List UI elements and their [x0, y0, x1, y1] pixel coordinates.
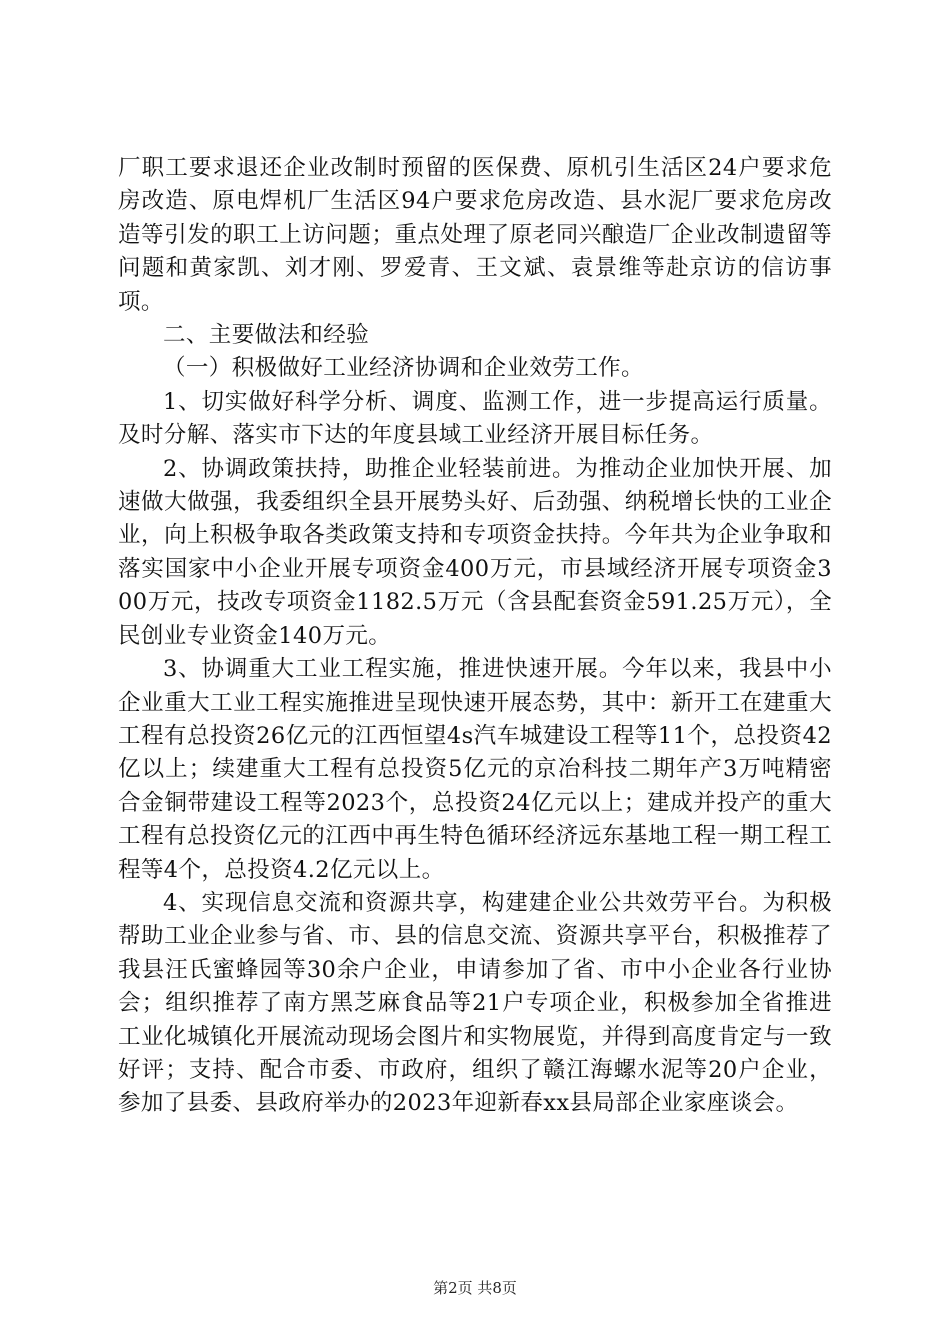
- subsection-heading: （一）积极做好工业经济协调和企业效劳工作。: [163, 355, 644, 382]
- page-number-footer: 第2页 共8页: [433, 1279, 517, 1297]
- section-heading: 二、主要做法和经验: [163, 322, 370, 349]
- paragraph-item-2: 2、协调政策扶持，助推企业轻装前进。为推动企业加快开展、加速做大做强，我委组织全县开展势头好、后劲强、纳税增长快的工业企业，向上积极争取各类政策支持和专项资金扶持。今年共为企业争取和落实国家中小企业开展专项资金400万元，市县域经济开展专项资金300万元，技改专项资金1182.5万元（含县配套资金591.25万元），全民创业专业资金140万元。: [118, 455, 832, 649]
- paragraph-continuation: 厂职工要求退还企业改制时预留的医保费、原机引生活区24户要求危房改造、原电焊机厂生活区94户要求危房改造、县水泥厂要求危房改造等引发的职工上访问题；重点处理了原老同兴酿造厂企业改制遗留等问题和黄家凯、刘才刚、罗爱青、王文斌、袁景维等赴京访的信访事项。: [118, 155, 832, 315]
- paragraph-item-3: 3、协调重大工业工程实施，推进快速开展。今年以来，我县中小企业重大工业工程实施推进呈现快速开展态势，其中：新开工在建重大工程有总投资26亿元的江西恒望4s汽车城建设工程等11个，总投资42亿以上；续建重大工程有总投资5亿元的京冶科技二期年产3万吨精密合金铜带建设工程等2023个，总投资24亿元以上；建成并投产的重大工程有总投资亿元的江西中再生特色循环经济远东基地工程一期工程工程等4个，总投资4.2亿元以上。: [118, 656, 832, 883]
- paragraph-item-4: 4、实现信息交流和资源共享，构建建企业公共效劳平台。为积极帮助工业企业参与省、市、县的信息交流、资源共享平台，积极推荐了我县汪氏蜜蜂园等30余户企业，申请参加了省、市中小企业各行业协会；组织推荐了南方黑芝麻食品等21户专项企业，积极参加全省推进工业化城镇化开展流动现场会图片和实物展览，并得到高度肯定与一致好评；支持、配合市委、市政府，组织了赣江海螺水泥等20户企业，参加了县委、县政府举办的2023年迎新春xx县局部企业家座谈会。: [118, 889, 832, 1117]
- paragraph-item-1: 1、切实做好科学分析、调度、监测工作，进一步提高运行质量。及时分解、落实市下达的年度县域工业经济开展目标任务。: [118, 388, 832, 449]
- document-body: [118, 152, 832, 1121]
